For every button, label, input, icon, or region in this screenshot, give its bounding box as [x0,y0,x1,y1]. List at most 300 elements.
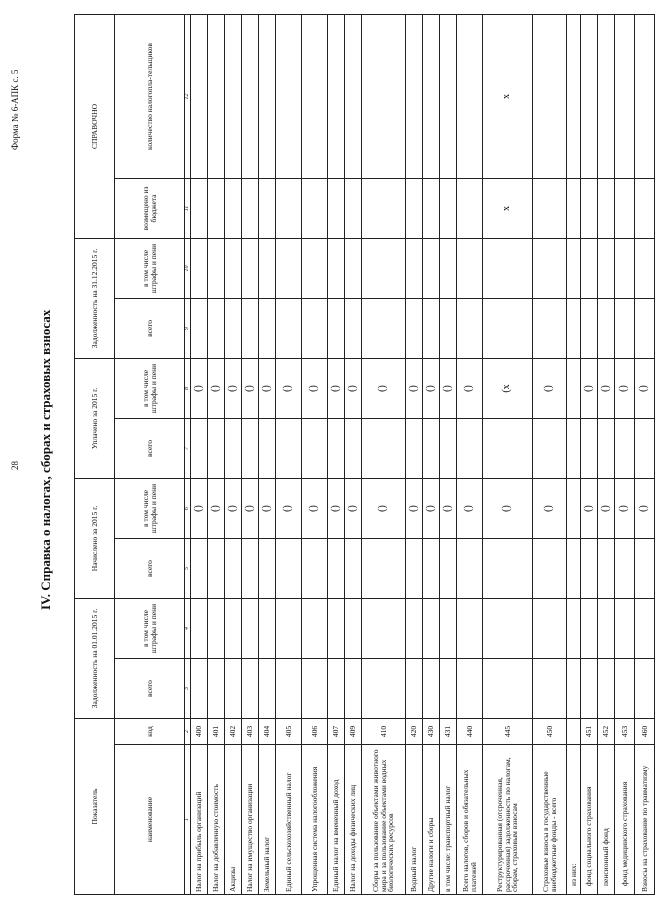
value-cell[interactable] [635,14,655,178]
value-cell[interactable] [598,358,615,418]
value-cell[interactable] [483,539,533,599]
value-cell[interactable] [328,418,345,478]
column-number: 1 [185,745,191,895]
value-cell[interactable] [345,659,362,719]
value-cell[interactable] [615,238,635,298]
value-cell[interactable] [191,478,208,538]
value-cell[interactable] [598,659,615,719]
value-cell[interactable] [440,298,457,358]
value-cell[interactable] [328,539,345,599]
value-cell[interactable] [483,478,533,538]
value-cell[interactable] [225,478,242,538]
value-cell[interactable] [362,478,406,538]
value-cell[interactable] [191,14,208,178]
value-cell[interactable] [423,478,440,538]
value-cell[interactable] [598,599,615,659]
parenthesis-mark: ) [463,505,475,509]
parenthesis-mark: ) [543,385,555,389]
value-cell[interactable] [259,659,276,719]
value-cell[interactable] [345,298,362,358]
value-cell[interactable] [483,659,533,719]
value-cell[interactable] [208,478,225,538]
value-cell[interactable] [635,659,655,719]
header-total: всего [115,298,185,358]
value-cell[interactable] [225,14,242,178]
parenthesis-mark: ) [599,505,611,509]
value-cell[interactable] [328,659,345,719]
value-cell[interactable] [615,418,635,478]
value-cell[interactable] [276,14,302,178]
value-cell[interactable] [345,178,362,238]
parenthesis-mark: ) [377,505,389,509]
parenthesis-mark: ( [308,508,320,512]
value-cell[interactable] [242,418,259,478]
row-code: 409 [345,719,362,745]
value-cell[interactable] [457,238,483,298]
table-row [242,14,259,894]
value-cell[interactable] [567,298,581,358]
parenthesis-mark: ( [463,388,475,392]
value-cell[interactable] [225,178,242,238]
value-cell[interactable] [259,298,276,358]
value-cell[interactable] [302,14,328,178]
value-cell[interactable] [483,238,533,298]
value-cell[interactable] [259,478,276,538]
parenthesis-mark: ) [618,505,630,509]
value-cell[interactable] [581,298,598,358]
value-cell[interactable] [208,178,225,238]
value-cell[interactable] [406,14,423,178]
value-cell[interactable] [242,659,259,719]
parenthesis-mark: ( [226,508,238,512]
row-name: Налог на имущество организации [242,745,259,895]
row-code: 405 [276,719,302,745]
value-cell[interactable] [208,14,225,178]
parenthesis-mark: ( [209,508,221,512]
value-cell[interactable] [191,659,208,719]
value-cell[interactable] [635,178,655,238]
value-cell[interactable] [533,659,567,719]
row-name: Взносы на страхование по травматизму [635,745,655,895]
value-cell[interactable] [259,238,276,298]
value-cell[interactable] [440,599,457,659]
value-cell[interactable] [615,14,635,178]
value-cell[interactable] [567,599,581,659]
value-cell[interactable] [598,418,615,478]
parenthesis-mark: ( [618,388,630,392]
header-fines: в том числе штрафы и пени [115,599,185,659]
row-name: Страховые взносы в государственные внебюджетные фонды - всего [533,745,567,895]
header-total: всего [115,539,185,599]
value-cell[interactable] [276,418,302,478]
table-row [457,14,483,894]
value-cell[interactable] [457,478,483,538]
value-cell[interactable] [406,178,423,238]
parenthesis-mark: ( [638,508,650,512]
value-cell[interactable] [345,358,362,418]
parenthesis-mark: ( [377,508,389,512]
parenthesis-mark: ( [282,388,294,392]
value-cell[interactable] [328,478,345,538]
column-number: 5 [185,539,191,599]
row-name: Другие налоги и сборы [423,745,440,895]
value-cell[interactable] [533,418,567,478]
value-cell[interactable] [483,178,533,238]
value-cell[interactable] [423,418,440,478]
value-cell[interactable] [302,599,328,659]
value-cell[interactable] [440,539,457,599]
column-number: 11 [185,178,191,238]
value-cell[interactable] [191,358,208,418]
value-cell[interactable] [615,539,635,599]
value-cell[interactable] [362,238,406,298]
value-cell[interactable] [191,539,208,599]
value-cell[interactable] [362,14,406,178]
parenthesis-mark: ) [329,505,341,509]
value-cell[interactable] [635,539,655,599]
header-paid: Уплачено за 2015 г. [75,358,115,478]
row-code: 460 [635,719,655,745]
parenthesis-mark: ) [243,385,255,389]
value-cell[interactable] [406,659,423,719]
value-cell[interactable] [191,238,208,298]
value-cell[interactable] [276,539,302,599]
value-cell[interactable] [567,238,581,298]
value-cell[interactable] [345,599,362,659]
value-cell[interactable] [615,178,635,238]
parenthesis-mark: ( [599,508,611,512]
value-cell[interactable] [423,14,440,178]
table-row [191,14,208,894]
value-cell[interactable] [345,238,362,298]
table-row [328,14,345,894]
value-cell[interactable] [242,14,259,178]
value-cell[interactable] [276,238,302,298]
value-cell[interactable] [635,358,655,418]
value-cell[interactable] [208,418,225,478]
value-cell[interactable] [406,539,423,599]
table-row [259,14,276,894]
value-cell[interactable] [457,358,483,418]
value-cell[interactable] [581,14,598,178]
value-cell[interactable] [406,599,423,659]
value-cell[interactable] [362,298,406,358]
parenthesis-mark: ) [543,505,555,509]
value-cell[interactable] [208,599,225,659]
value-cell[interactable] [225,539,242,599]
value-cell[interactable] [345,478,362,538]
value-cell[interactable] [406,418,423,478]
value-cell[interactable] [598,178,615,238]
value-cell[interactable] [276,298,302,358]
value-cell[interactable] [259,539,276,599]
header-fines: в том числе штрафы и пени [115,478,185,538]
row-code: 450 [533,719,567,745]
table-row [483,14,533,894]
value-cell[interactable] [345,14,362,178]
row-code: 403 [242,719,259,745]
value-cell[interactable] [406,478,423,538]
value-cell[interactable] [362,599,406,659]
value-cell[interactable] [440,478,457,538]
parenthesis-mark: ( [282,508,294,512]
value-cell[interactable] [567,478,581,538]
value-cell[interactable] [635,418,655,478]
parenthesis-mark: ) [308,385,320,389]
value-cell[interactable] [457,599,483,659]
value-cell[interactable] [302,659,328,719]
value-cell[interactable] [423,358,440,418]
value-cell[interactable] [302,178,328,238]
value-cell[interactable] [362,539,406,599]
value-cell[interactable] [328,358,345,418]
value-cell[interactable] [302,358,328,418]
value-cell[interactable] [276,358,302,418]
header-debt-start: Задолженность на 01.01.2015 г. [75,599,115,719]
value-cell[interactable] [302,298,328,358]
value-cell[interactable] [581,418,598,478]
value-cell[interactable] [328,298,345,358]
value-cell[interactable] [533,358,567,418]
parenthesis-mark: ( [243,508,255,512]
row-code: 406 [302,719,328,745]
value-cell[interactable] [581,178,598,238]
value-cell[interactable] [598,238,615,298]
value-cell[interactable] [533,178,567,238]
value-cell[interactable] [242,478,259,538]
value-cell[interactable] [225,599,242,659]
value-cell[interactable] [440,659,457,719]
value-cell[interactable] [242,539,259,599]
value-cell[interactable] [457,539,483,599]
parenthesis-mark: ) [407,505,419,509]
parenthesis-mark: ( [346,388,358,392]
value-cell[interactable] [225,238,242,298]
parenthesis-mark: ( [308,388,320,392]
table-row [581,14,598,894]
value-cell[interactable] [191,599,208,659]
value-cell[interactable] [598,298,615,358]
value-cell[interactable] [423,238,440,298]
value-cell[interactable] [533,478,567,538]
column-number: 12 [185,14,191,178]
value-cell[interactable] [208,358,225,418]
value-cell[interactable] [581,539,598,599]
value-cell[interactable] [276,659,302,719]
value-cell[interactable] [440,178,457,238]
value-cell[interactable] [615,659,635,719]
value-cell[interactable] [581,659,598,719]
value-cell[interactable] [483,599,533,659]
value-cell[interactable] [533,599,567,659]
value-cell[interactable] [362,418,406,478]
value-cell[interactable] [302,238,328,298]
parenthesis-mark: ) [192,385,204,389]
value-cell[interactable] [328,238,345,298]
value-cell[interactable] [533,539,567,599]
value-cell[interactable] [483,418,533,478]
header-accrued: Начислено за 2015 г. [75,478,115,598]
value-cell[interactable] [567,14,581,178]
value-cell[interactable] [259,14,276,178]
value-cell[interactable] [362,178,406,238]
row-name: из них: [567,745,581,895]
value-cell[interactable] [225,358,242,418]
row-name: Акцизы [225,745,242,895]
value-cell[interactable] [259,358,276,418]
value-cell[interactable] [302,478,328,538]
value-cell[interactable] [483,358,533,418]
value-cell[interactable] [615,478,635,538]
row-name: фонд социального страхования [581,745,598,895]
value-cell[interactable] [362,659,406,719]
parenthesis-mark: ) [599,385,611,389]
header-indicator: Показатель [75,719,115,895]
value-cell[interactable] [259,178,276,238]
value-cell[interactable] [457,418,483,478]
value-cell[interactable] [345,539,362,599]
value-cell[interactable] [598,14,615,178]
value-cell[interactable] [423,298,440,358]
table-row [615,14,635,894]
parenthesis-mark: ) [226,505,238,509]
value-cell[interactable] [457,298,483,358]
value-cell[interactable] [483,14,533,178]
value-cell[interactable] [191,298,208,358]
value-cell[interactable] [457,14,483,178]
value-cell[interactable] [533,14,567,178]
value-cell[interactable] [208,238,225,298]
value-cell[interactable] [440,238,457,298]
row-name: пенсионный фонд [598,745,615,895]
parenthesis-mark: ) [377,385,389,389]
table-row [423,14,440,894]
value-cell[interactable] [191,178,208,238]
parenthesis-mark: ) [226,385,238,389]
value-cell[interactable] [423,659,440,719]
parenthesis-mark: ) [441,505,453,509]
not-applicable-mark: x [501,205,513,211]
value-cell[interactable] [242,178,259,238]
value-cell[interactable] [208,539,225,599]
parenthesis-mark: ( [463,508,475,512]
value-cell[interactable] [225,418,242,478]
value-cell[interactable] [598,478,615,538]
value-cell[interactable] [457,178,483,238]
value-cell[interactable] [440,14,457,178]
parenthesis-mark: ) [192,505,204,509]
value-cell[interactable] [225,659,242,719]
value-cell[interactable] [615,298,635,358]
value-cell[interactable] [567,539,581,599]
parenthesis-mark: ) [260,385,272,389]
value-cell[interactable] [457,659,483,719]
value-cell[interactable] [328,14,345,178]
value-cell[interactable] [423,599,440,659]
value-cell[interactable] [276,478,302,538]
value-cell[interactable] [533,238,567,298]
value-cell[interactable] [362,358,406,418]
value-cell[interactable] [208,659,225,719]
value-cell[interactable] [483,298,533,358]
value-cell[interactable] [533,298,567,358]
table-row [406,14,423,894]
row-code: 410 [362,719,406,745]
column-number: 7 [185,418,191,478]
value-cell[interactable] [406,358,423,418]
header-fines: в том числе штрафы и пени [115,358,185,418]
row-code: 431 [440,719,457,745]
value-cell[interactable] [598,539,615,599]
value-cell[interactable] [328,599,345,659]
value-cell[interactable] [259,599,276,659]
value-cell[interactable] [635,238,655,298]
value-cell[interactable] [615,358,635,418]
parenthesis-mark: ) [282,385,294,389]
value-cell[interactable] [328,178,345,238]
value-cell[interactable] [242,599,259,659]
parenthesis-mark: ( [260,388,272,392]
value-cell[interactable] [635,478,655,538]
table-row [225,14,242,894]
row-name: Налог на прибыль организаций [191,745,208,895]
value-cell[interactable] [302,418,328,478]
table-row [345,14,362,894]
value-cell[interactable] [406,298,423,358]
value-cell[interactable] [225,298,242,358]
row-name: Всего налогов, сборов и обязательных платежей [457,745,483,895]
value-cell[interactable] [635,599,655,659]
row-name: Реструктурированная (отсроченная, рассроченная) задолженность по налогам, сборам, страховым взносам [483,745,533,895]
value-cell[interactable] [635,298,655,358]
value-cell[interactable] [581,358,598,418]
row-code: 453 [615,719,635,745]
value-cell[interactable] [345,418,362,478]
value-cell[interactable] [581,478,598,538]
table-row [362,14,406,894]
value-cell[interactable] [440,358,457,418]
row-code: 440 [457,719,483,745]
parenthesis-mark: ) [329,385,341,389]
value-cell[interactable] [242,298,259,358]
value-cell[interactable] [191,418,208,478]
value-cell[interactable] [423,178,440,238]
value-cell[interactable] [302,539,328,599]
parenthesis-mark: ) [407,385,419,389]
value-cell[interactable] [615,599,635,659]
row-code: 430 [423,719,440,745]
value-cell[interactable] [259,418,276,478]
value-cell[interactable] [208,298,225,358]
parenthesis-mark: ) [260,505,272,509]
value-cell[interactable] [423,539,440,599]
value-cell[interactable] [440,418,457,478]
value-cell[interactable] [567,659,581,719]
value-cell[interactable] [567,358,581,418]
value-cell[interactable] [567,178,581,238]
parenthesis-mark: ) [346,505,358,509]
value-cell[interactable] [581,599,598,659]
row-code: 400 [191,719,208,745]
value-cell[interactable] [406,238,423,298]
value-cell[interactable] [567,418,581,478]
parenthesis-mark: ) [638,505,650,509]
value-cell[interactable] [242,358,259,418]
value-cell[interactable] [581,238,598,298]
value-cell[interactable] [276,599,302,659]
value-cell[interactable] [242,238,259,298]
value-cell[interactable] [276,178,302,238]
